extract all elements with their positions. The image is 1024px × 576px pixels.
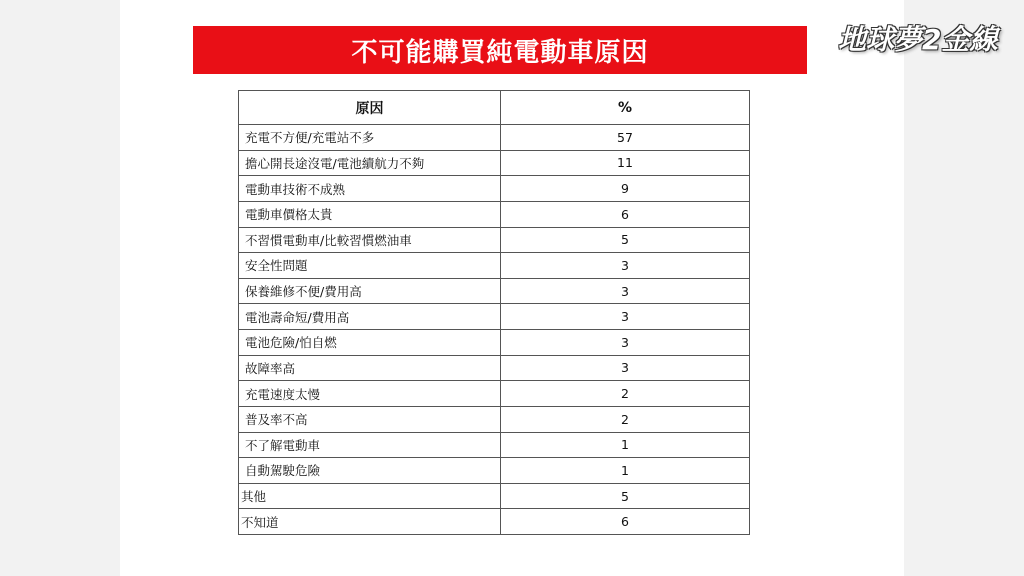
reason-cell: 電池危險/怕自燃 — [239, 330, 501, 356]
table-row — [239, 509, 750, 535]
reason-cell: 充電不方便/充電站不多 — [239, 125, 501, 151]
reason-cell: 充電速度太慢 — [239, 381, 501, 407]
table-row — [239, 227, 750, 253]
table-row — [239, 150, 750, 176]
reason-cell: 擔心開長途沒電/電池續航力不夠 — [239, 150, 501, 176]
reason-cell: 電動車價格太貴 — [239, 201, 501, 227]
table-row — [239, 458, 750, 484]
percent-cell: 5 — [501, 483, 750, 509]
table-row — [239, 432, 750, 458]
table-row — [239, 201, 750, 227]
table-row — [239, 355, 750, 381]
percent-cell: 3 — [501, 355, 750, 381]
percent-cell: 9 — [501, 176, 750, 202]
table-row — [239, 125, 750, 151]
reason-cell: 電池壽命短/費用高 — [239, 304, 501, 330]
table-row — [239, 278, 750, 304]
table-row — [239, 330, 750, 356]
reason-cell: 不了解電動車 — [239, 432, 501, 458]
percent-cell: 3 — [501, 304, 750, 330]
table-row — [239, 483, 750, 509]
page-title: 不可能購買純電動車原因 — [351, 37, 649, 68]
table-row — [239, 304, 750, 330]
logo-text: 地球夢2金線 — [838, 23, 998, 56]
reason-cell: 保養維修不便/費用高 — [239, 278, 501, 304]
percent-cell: 5 — [501, 227, 750, 253]
percent-cell: 1 — [501, 458, 750, 484]
percent-cell: 1 — [501, 432, 750, 458]
reason-cell: 其他 — [239, 483, 501, 509]
percent-cell: 6 — [501, 509, 750, 535]
header-reason: 原因 — [239, 91, 501, 125]
channel-logo — [838, 20, 1014, 60]
table-row — [239, 176, 750, 202]
percent-cell: 6 — [501, 201, 750, 227]
reason-cell: 安全性問題 — [239, 253, 501, 279]
title-banner — [193, 26, 807, 74]
reasons-table — [238, 90, 750, 535]
header-percent: % — [501, 91, 750, 125]
reason-cell: 不習慣電動車/比較習慣燃油車 — [239, 227, 501, 253]
table-header-row — [239, 91, 750, 125]
percent-cell: 57 — [501, 125, 750, 151]
table-body — [239, 125, 750, 535]
percent-cell: 3 — [501, 253, 750, 279]
reason-cell: 普及率不高 — [239, 406, 501, 432]
reason-cell: 故障率高 — [239, 355, 501, 381]
reason-cell: 自動駕駛危險 — [239, 458, 501, 484]
reason-cell: 不知道 — [239, 509, 501, 535]
percent-cell: 3 — [501, 278, 750, 304]
table-row — [239, 253, 750, 279]
percent-cell: 2 — [501, 406, 750, 432]
table-row — [239, 406, 750, 432]
percent-cell: 11 — [501, 150, 750, 176]
table-row — [239, 381, 750, 407]
percent-cell: 2 — [501, 381, 750, 407]
percent-cell: 3 — [501, 330, 750, 356]
reason-cell: 電動車技術不成熟 — [239, 176, 501, 202]
